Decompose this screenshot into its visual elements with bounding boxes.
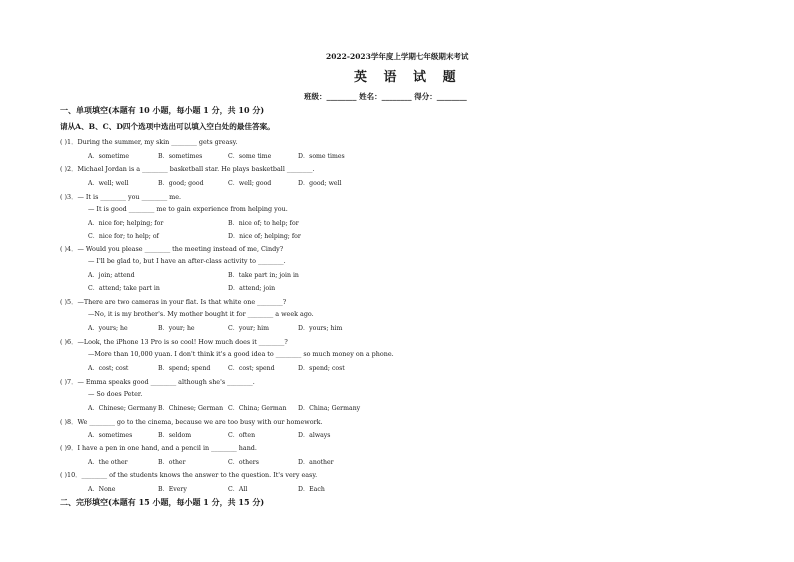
question-3-option-a: A．nice for; helping; for (88, 220, 164, 227)
question-7-option-a: A．Chinese; Germany (88, 405, 157, 412)
question-5-option-d: D．yours; him (298, 325, 343, 332)
question-8-option-d: D．always (298, 432, 331, 439)
question-2-option-b: B．good; good (158, 180, 204, 187)
question-5-stem: ( )5．—There are two cameras in your flat. Is that white one ________? (60, 298, 287, 306)
question-10-option-b: B．Every (158, 486, 187, 493)
section2-title: 二、完形填空(本题有 15 小题，每小题 1 分，共 15 分) (60, 497, 265, 507)
section1-instruction: 请从A、B、C、D四个选项中选出可以填入空白处的最佳答案。 (60, 122, 275, 131)
question-4-option-c: C．attend; take part in (88, 285, 160, 292)
question-10-stem: ( )10．________ of the students knows the answer to the question. It's very easy. (60, 471, 318, 479)
question-7-stem-reply: — So does Peter. (88, 390, 143, 398)
question-8-option-b: B．seldom (158, 432, 192, 439)
question-5-option-c: C．your; him (228, 325, 269, 332)
question-4-stem-reply: — I'll be glad to, but I have an after-class activity to ________. (88, 257, 286, 265)
question-3-option-b: B．nice of; to help; for (228, 220, 299, 227)
question-6-option-d: D．spend; cost (298, 365, 345, 372)
question-4-option-d: D．attend; join (228, 285, 276, 292)
question-9-option-c: C．others (228, 459, 259, 466)
question-6-option-b: B．spend; spend (158, 365, 211, 372)
question-1-stem: ( )1．During the summer, my skin ________ gets greasy. (60, 138, 238, 146)
question-2-option-d: D．good; well (298, 180, 342, 187)
question-2-option-c: C．well; good (228, 180, 272, 187)
question-5-option-a: A．yours; he (88, 325, 128, 332)
question-7-option-c: C．China; German (228, 405, 287, 412)
subject-title: 英 语 试 题 (354, 70, 462, 85)
question-7-stem: ( )7．— Emma speaks good ________ although she's ________. (60, 378, 255, 386)
question-9-option-b: B．other (158, 459, 186, 466)
question-1-option-a: A．sometime (88, 153, 130, 160)
question-1-option-b: B．sometimes (158, 153, 203, 160)
question-1-option-c: C．some time (228, 153, 272, 160)
question-4-option-b: B．take part in; join in (228, 272, 299, 279)
exam-title: 2022-2023学年度上学期七年级期末考试 (326, 52, 469, 61)
question-3-stem: ( )3．— It is ________ you ________ me. (60, 193, 182, 201)
question-8-option-a: A．sometimes (88, 432, 133, 439)
question-4-option-a: A．join; attend (88, 272, 135, 279)
question-10-option-c: C．All (228, 486, 248, 493)
question-9-option-d: D．another (298, 459, 334, 466)
question-2-option-a: A．well; well (88, 180, 129, 187)
question-10-option-a: A．None (88, 486, 116, 493)
question-10-option-d: D．Each (298, 486, 325, 493)
question-6-stem: ( )6．—Look, the iPhone 13 Pro is so cool! How much does it ________? (60, 338, 288, 346)
question-2-stem: ( )2．Michael Jordan is a ________ basketball star. He plays basketball ________. (60, 165, 315, 173)
question-7-option-d: D．China; Germany (298, 405, 361, 412)
question-1-option-d: D．some times (298, 153, 345, 160)
section1-title: 一、单项填空(本题有 10 小题，每小题 1 分，共 10 分) (60, 105, 265, 115)
question-5-option-b: B．your; he (158, 325, 195, 332)
question-8-stem: ( )8．We ________ go to the cinema, because we are too busy with our homework. (60, 418, 323, 426)
question-9-stem: ( )9．I have a pen in one hand, and a pencil in ________ hand. (60, 444, 257, 452)
question-9-option-a: A．the other (88, 459, 128, 466)
student-info-fields: 班级：________ 姓名：________ 得分：________ (304, 92, 467, 101)
question-4-stem: ( )4．— Would you please ________ the meeting instead of me, Cindy? (60, 245, 284, 253)
question-6-option-a: A．cost; cost (88, 365, 129, 372)
question-3-stem-reply: — It is good ________ me to gain experience from helping you. (88, 205, 288, 213)
question-6-stem-reply: —More than 10,000 yuan. I don't think it's a good idea to ________ so much money on a phone. (88, 350, 394, 358)
question-3-option-c: C．nice for; to help; of (88, 233, 159, 240)
question-3-option-d: D．nice of; helping; for (228, 233, 301, 240)
question-7-option-b: B．Chinese; German (158, 405, 224, 412)
question-6-option-c: C．cost; spend (228, 365, 275, 372)
question-8-option-c: C．often (228, 432, 256, 439)
question-5-stem-reply: —No, it is my brother's. My mother bought it for ________ a week ago. (88, 310, 314, 318)
